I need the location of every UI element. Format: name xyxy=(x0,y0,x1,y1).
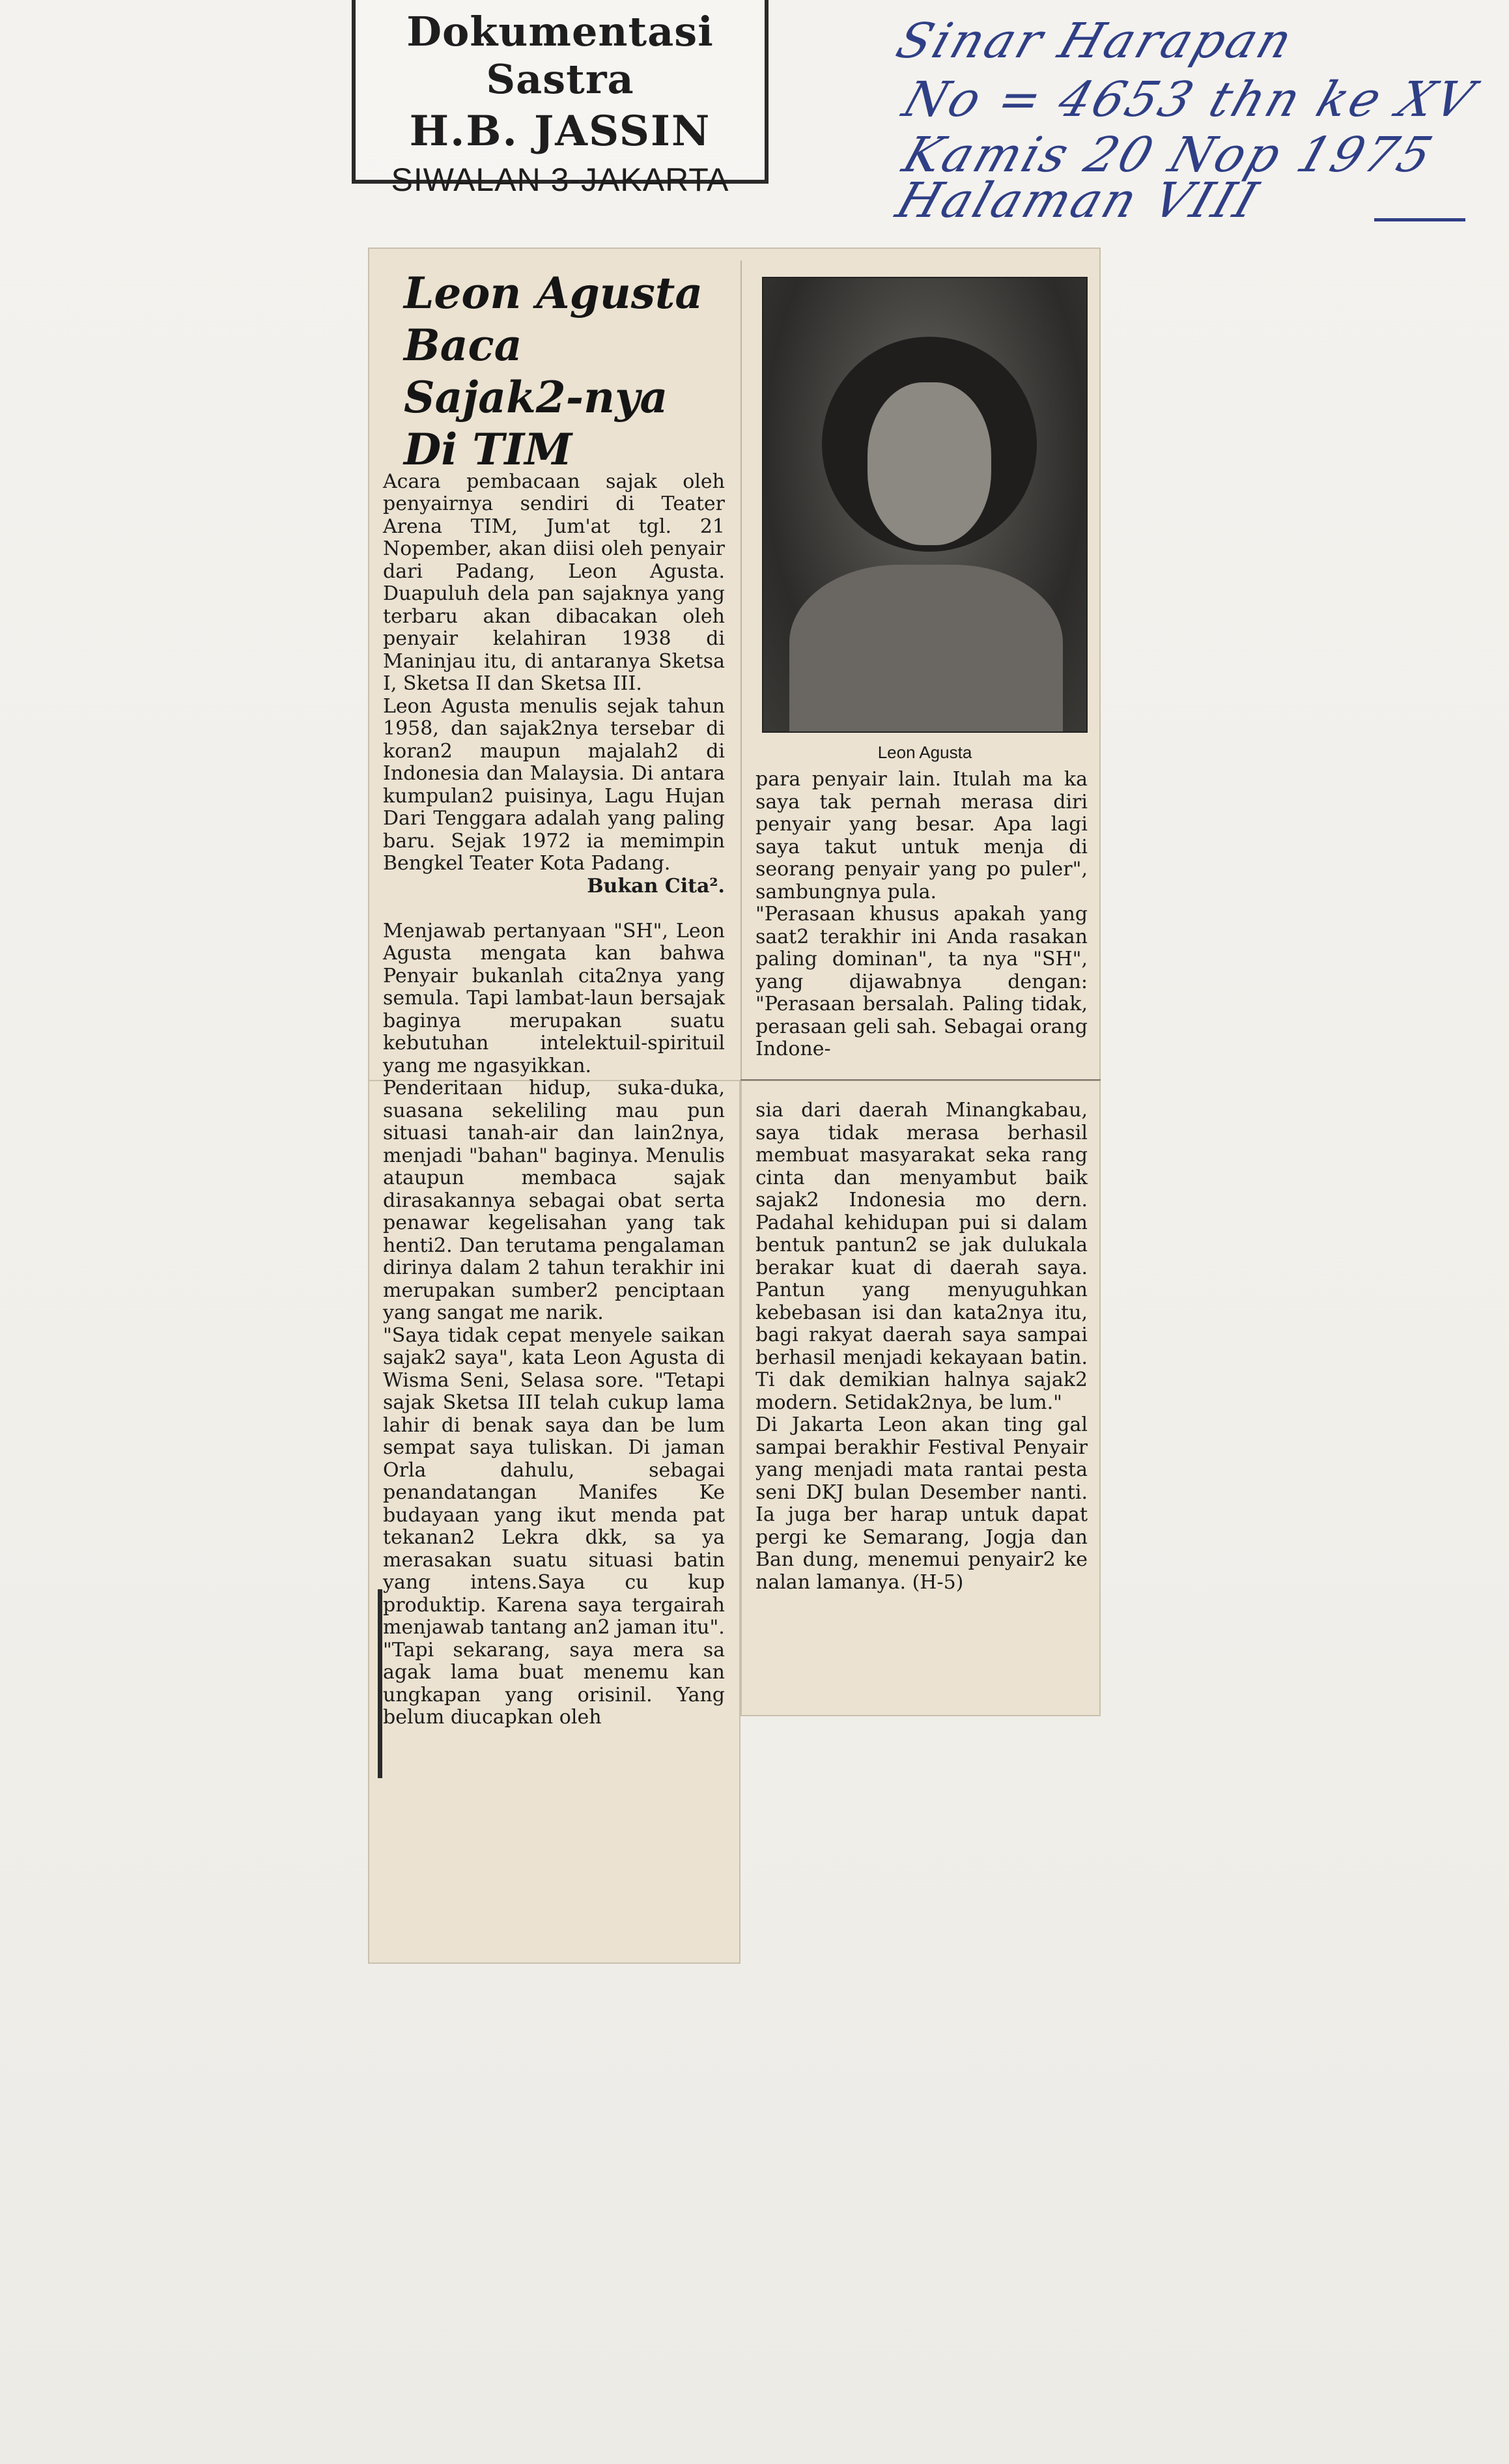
stamp-line-2: H.B. JASSIN xyxy=(409,107,711,156)
column-divider xyxy=(740,261,742,1081)
section-divider xyxy=(740,1079,1101,1081)
margin-mark xyxy=(378,1589,382,1778)
handwritten-underline xyxy=(1374,218,1465,221)
photo-face xyxy=(867,382,991,545)
photo-shoulders xyxy=(789,565,1063,733)
handwritten-issue: No = 4653 thn ke XV xyxy=(896,72,1484,128)
article-headline: Leon Agusta Baca Sajak2-nya Di TIM xyxy=(404,268,703,475)
handwritten-page: Halaman VIII xyxy=(890,173,1267,229)
column-1-continued: Menjawab pertanyaan "SH", Leon Agusta mengata kan bahwa Penyair bukanlah cita2nya yang semula. Tapi lambat-laun bersajak baginya merupakan suatu kebutuhan intelektuil-spirituil yang me ngasyikkan. Penderitaan hidup, suka-duka, suasana sekeliling mau pun situasi tanah-air dan lain2nya, menjadi "bahan" baginya. Menulis ataupun membaca sajak dirasakannya sebagai obat serta penawar kegelisahan yang tak henti2. Dan terutama pengalaman dirinya dalam 2 tahun terakhir ini merupakan sumber2 penciptaan yang sangat me narik. "Saya tidak cepat menyele saikan sajak2 saya", kata Leon Agusta di Wisma Seni, Selasa sore. "Tetapi sajak Sketsa III telah cukup lama lahir di benak saya dan be lum sempat saya tuliskan. Di jaman Orla dahulu, sebagai penandatangan Manifes Ke budayaan yang ikut menda pat tekanan2 Lekra dkk, sa ya merasakan suatu situasi batin yang intens.Saya cu kup produktip. Karena saya tergairah menjawab tantang an2 jaman itu". "Tapi sekarang, saya mera sa agak lama buat menemu kan ungkapan yang orisinil. Yang belum diucapkan oleh xyxy=(383,919,725,1729)
photo-caption: Leon Agusta xyxy=(877,743,972,762)
stamp-line-1: Dokumentasi Sastra xyxy=(406,8,714,103)
article-column-3: sia dari daerah Minangkabau, saya tidak merasa berhasil membuat masyarakat seka rang cinta dan menyambut baik sajak2 Indonesia mo dern. Padahal kehidupan pui si dalam bentuk pantun2 se jak dulukala berakar kuat di daerah saya. Pantun yang menyuguhkan kebebasan isi dan kata2nya itu, bagi rakyat daerah saya sampai berhasil menjadi kekayaan batin. Ti dak demikian halnya sajak2 modern. Setidak2nya, be lum." Di Jakarta Leon akan ting gal sampai berakhir Festival Penyair yang menjadi mata rantai pesta seni DKJ bulan Desember nanti. Ia juga ber harap untuk dapat pergi ke Semarang, Jogja dan Ban dung, menemui penyair2 ke nalan lamanya. (H-5) xyxy=(755,1099,1088,1594)
article-column-1 xyxy=(383,448,725,1729)
handwritten-date: Kamis 20 Nop 1975 xyxy=(896,127,1441,183)
article-subhead: Bukan Cita². xyxy=(587,874,725,898)
portrait-photo xyxy=(762,277,1088,733)
article-column-2: para penyair lain. Itulah ma ka saya tak pernah merasa diri penyair yang besar. Apa lagi saya takut untuk menja di seorang penyair yang po puler", sambungnya pula. "Perasaan khusus apakah yang saat2 terakhir ini Anda rasakan paling dominan", ta nya "SH", yang dijawabnya dengan: "Perasaan bersalah. Paling tidak, perasaan geli sah. Sebagai orang Indone- xyxy=(755,768,1088,1060)
stamp-line-3: SIWALAN 3-JAKARTA xyxy=(391,162,729,198)
archive-stamp xyxy=(352,0,769,198)
column-1-text: Acara pembacaan sajak oleh penyairnya sendiri di Teater Arena TIM, Jum'at tgl. 21 Nopember, akan diisi oleh penyair dari Padang, Leon Agusta. Duapuluh dela pan sajaknya yang terbaru akan dibacakan oleh penyair kelahiran 1938 di Maninjau itu, di antaranya Sketsa I, Sketsa II dan Sketsa III. Leon Agusta menulis sejak tahun 1958, dan sajak2nya tersebar di koran2 maupun majalah2 di Indonesia dan Malaysia. Di antara kumpulan2 puisinya, Lagu Hujan Dari Tenggara adalah yang paling baru. Sejak 1972 ia memimpin Bengkel Teater Kota Padang. xyxy=(383,470,725,875)
handwritten-source: Sinar Harapan xyxy=(890,13,1302,69)
